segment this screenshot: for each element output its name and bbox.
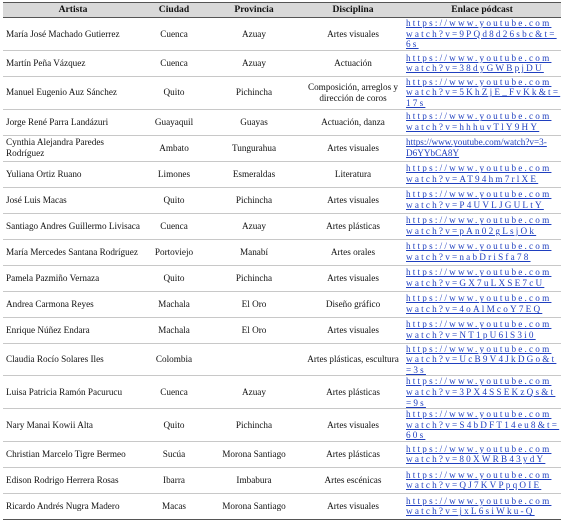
podcast-link-line-2: watch?v=80XWRB43ydY [406,454,546,465]
city: Quito [163,419,185,430]
podcast-link-cell [403,265,561,291]
artist-name-cell [3,187,143,213]
podcast-link[interactable] [406,189,561,210]
podcast-link-cell [403,343,561,376]
artists-table-container [3,2,561,520]
podcast-link-line-1: https://www.youtube.com [406,111,552,122]
table-row [3,265,561,291]
artist-name: Nary Manai Kowii Alta [6,419,94,430]
podcast-link-line-1: https://www.youtube.com [406,495,552,506]
artist-name-cell [3,18,143,51]
city: Ambato [159,142,189,153]
podcast-link-line-2: watch?v=9PQd8d26sbc&t=6s [406,28,557,50]
province: Guayas [240,116,268,127]
table-row [3,493,561,519]
podcast-link-line-1: https://www.youtube.com [406,52,552,63]
city: Limones [157,168,191,179]
city: Quito [163,87,185,98]
artist-name: María José Machado Gutierrez [6,28,120,39]
artist-name-cell [3,376,143,409]
artist-name: José Luis Macas [6,194,67,205]
discipline: Artes visuales [327,324,379,335]
podcast-link-line-2: watch?v=5KhZjE_FvKk&t=17s [406,87,561,108]
city-cell [143,409,205,442]
discipline-cell [303,135,403,161]
podcast-link-line-2: watch?v=3PX4SSEKzQs&t=9s [406,386,556,408]
province-cell [205,135,303,161]
podcast-link-line-2: watch?v=4oAlMcoY7EQ [406,304,543,315]
podcast-link-cell [403,467,561,493]
artist-name: Manuel Eugenio Auz Sánchez [6,87,117,98]
table-row [3,18,561,51]
artist-name-cell [3,239,143,265]
province: Morona Santiago [222,501,286,512]
discipline: Artes orales [330,246,376,257]
table-row [3,135,561,161]
table-row [3,50,561,76]
artist-name-cell [3,493,143,519]
podcast-link-line-2: D6YYbCA8Y [406,148,460,159]
artist-name: Jorge René Parra Landázuri [6,116,109,127]
discipline: Artes visuales [327,272,379,283]
discipline: Actuación [334,57,372,68]
province: Pichincha [235,194,273,205]
city: Ibarra [163,475,185,486]
artist-name-cell [3,135,143,161]
artist-name-cell [3,161,143,187]
podcast-link-line-2: watch?v=AT94hm7rlXE [406,174,539,185]
artist-name-cell [3,291,143,317]
province: Esmeraldas [232,168,276,179]
podcast-link-line-2: watch?v=hhhuvTlY9HY [406,122,540,133]
discipline-cell [303,409,403,442]
province-cell [205,18,303,51]
podcast-link[interactable] [406,267,561,288]
province: Azuay [242,386,266,397]
artist-name-cell [3,343,143,376]
table-body [3,18,561,520]
artist-name: Edison Rodrigo Herrera Rosas [6,475,119,486]
province-cell [205,265,303,291]
podcast-link-line-1: https://www.youtube.com [406,76,552,87]
province-cell [205,493,303,519]
podcast-link-line-2: watch?v=P4UVLJGULtY [406,200,544,211]
province: Tungurahua [231,142,277,153]
city: Colombia [155,354,193,365]
podcast-link-cell [403,161,561,187]
table-row [3,239,561,265]
discipline: Artes visuales [327,28,379,39]
discipline: Artes visuales [327,501,379,512]
artist-name-cell [3,213,143,239]
city-cell [143,317,205,343]
city: Portoviejo [154,246,194,257]
discipline-cell [303,265,403,291]
table-row [3,343,561,376]
podcast-link-cell [403,135,561,161]
discipline-cell [303,213,403,239]
podcast-link-cell [403,76,561,109]
city: Machala [158,324,190,335]
podcast-link-line-2: watch?v=QJ7KVPpqOIE [406,480,542,491]
podcast-link[interactable] [406,319,561,340]
province: Morona Santiago [222,449,286,460]
artist-name-cell [3,50,143,76]
province: Azuay [242,28,266,39]
header-artista: Artista [3,3,143,18]
city: Macas [162,501,186,512]
province: Pichincha [235,272,273,283]
city-cell [143,109,205,135]
podcast-link-line-2: watch?v=S4bDFT14eu8&t=60s [406,419,560,441]
discipline-cell [303,76,403,109]
province-cell [205,317,303,343]
podcast-link-cell [403,376,561,409]
discipline-cell [303,50,403,76]
city-cell [143,50,205,76]
artist-name-cell [3,409,143,442]
province: Azuay [242,220,266,231]
artist-name: Andrea Carmona Reyes [6,298,94,309]
province: Manabí [239,246,269,257]
province: El Oro [241,324,267,335]
podcast-link[interactable] [406,111,561,132]
podcast-link-cell [403,441,561,467]
artist-name-cell [3,467,143,493]
artist-name: Martín Peña Vázquez [6,57,86,68]
podcast-link-line-1: https://www.youtube.com [406,319,552,330]
discipline-cell [303,161,403,187]
province: Pichincha [235,419,273,430]
discipline-cell [303,467,403,493]
podcast-link[interactable] [406,53,561,74]
table-header [3,3,561,18]
podcast-link[interactable] [406,77,561,109]
podcast-link[interactable] [406,496,561,517]
discipline: Actuación, danza [321,116,385,127]
podcast-link[interactable] [406,409,561,441]
city: Cuenca [160,57,188,68]
province-cell [205,76,303,109]
podcast-link-line-1: https://www.youtube.com [406,469,552,480]
podcast-link-line-1: https://www.youtube.com [406,267,552,278]
city: Machala [158,298,190,309]
artist-name-cell [3,109,143,135]
table-row [3,213,561,239]
province-cell [205,409,303,442]
city-cell [143,161,205,187]
discipline: Diseño gráfico [325,298,381,309]
header-provincia: Provincia [205,3,303,18]
discipline-cell [303,376,403,409]
podcast-link-line-1: https://www.youtube.com [406,18,552,28]
city-cell [143,18,205,51]
discipline: Artes plásticas [326,449,380,460]
podcast-link[interactable] [406,344,561,376]
podcast-link[interactable] [406,137,561,158]
discipline: Artes plásticas, escultura [307,354,399,365]
city-cell [143,187,205,213]
city-cell [143,213,205,239]
artist-name-cell [3,265,143,291]
podcast-link-line-1: https://www.youtube.com [406,409,552,420]
artist-name-cell [3,441,143,467]
discipline-cell [303,317,403,343]
header-disciplina: Disciplina [303,3,403,18]
header-row [3,3,561,18]
podcast-link[interactable] [406,163,561,184]
podcast-link[interactable] [406,470,561,491]
province: El Oro [241,298,267,309]
table-row [3,467,561,493]
podcast-link-line-1: https://www.youtube.com/watch?v=3- [406,137,547,148]
discipline-cell [303,441,403,467]
podcast-link-line-2: watch?v=nabDriSfa78 [406,252,531,263]
discipline: Artes visuales [327,142,379,153]
artist-name: Santiago Andres Guillermo Livisaca [6,220,140,231]
city: Cuenca [160,220,188,231]
podcast-link-line-2: watch?v=jxL6siWku-Q [406,506,535,517]
artist-name-cell [3,76,143,109]
table-row [3,76,561,109]
discipline: Composición, arreglos y dirección de coros [307,82,399,103]
table-row [3,187,561,213]
podcast-link-line-2: watch?v=NT1pU6lS3i0 [406,330,536,341]
city-cell [143,493,205,519]
province-cell [205,187,303,213]
podcast-link-cell [403,18,561,51]
podcast-link-line-1: https://www.youtube.com [406,293,552,304]
province-cell [205,50,303,76]
discipline: Artes visuales [327,419,379,430]
artist-name: Christian Marcelo Tigre Bermeo [6,449,126,460]
discipline: Artes plásticas [326,220,380,231]
province-cell [205,467,303,493]
artist-name: Luisa Patricia Ramón Pacurucu [6,386,123,397]
city-cell [143,441,205,467]
city: Sucúa [162,449,186,460]
podcast-link-line-2: watch?v=38dyGWBpjDU [406,63,544,74]
city: Cuenca [160,386,188,397]
province-cell [205,213,303,239]
discipline: Literatura [334,168,372,179]
podcast-link-line-1: https://www.youtube.com [406,215,552,226]
discipline-cell [303,239,403,265]
table-row [3,109,561,135]
discipline: Artes escénicas [324,475,382,486]
podcast-link[interactable] [406,18,561,50]
podcast-link-cell [403,409,561,442]
city: Guayaquil [154,116,194,127]
artist-name-cell [3,317,143,343]
discipline: Artes plásticas [326,386,380,397]
podcast-link[interactable] [406,293,561,314]
province-cell [205,109,303,135]
province-cell [205,376,303,409]
province-cell [205,239,303,265]
table-row [3,441,561,467]
artist-name: Pamela Pazmiño Vernaza [6,272,100,283]
city-cell [143,265,205,291]
podcast-link[interactable] [406,215,561,236]
city-cell [143,467,205,493]
city: Quito [163,272,185,283]
artist-name: Yuliana Ortiz Ruano [6,168,82,179]
province-cell [205,343,303,376]
province-cell [205,161,303,187]
artists-table [3,2,561,520]
discipline-cell [303,187,403,213]
podcast-link-cell [403,187,561,213]
podcast-link-line-1: https://www.youtube.com [406,163,552,174]
podcast-link-line-1: https://www.youtube.com [406,343,552,354]
artist-name: Claudia Rocío Solares Iles [6,354,104,365]
header-ciudad: Ciudad [143,3,205,18]
podcast-link-line-1: https://www.youtube.com [406,443,552,454]
table-row [3,317,561,343]
artist-name: Ricardo Andrés Nugra Madero [6,501,120,512]
city-cell [143,291,205,317]
header-enlace: Enlace pódcast [403,3,561,18]
artist-name: María Mercedes Santana Rodríguez [6,246,138,257]
podcast-link-line-2: watch?v=GX7uLXSE7cU [406,278,545,289]
province: Imbabura [236,475,272,486]
artist-name: Enrique Núñez Endara [6,324,90,335]
city-cell [143,135,205,161]
podcast-link-cell [403,213,561,239]
table-row [3,376,561,409]
city-cell [143,76,205,109]
province-cell [205,441,303,467]
city: Quito [163,194,185,205]
province: Azuay [242,57,266,68]
podcast-link[interactable] [406,241,561,262]
discipline-cell [303,18,403,51]
discipline: Artes visuales [327,194,379,205]
discipline-cell [303,109,403,135]
artist-name: Cynthia Alejandra Paredes Rodríguez [6,137,104,159]
podcast-link-line-2: watch?v=pAn02gLsjOk [406,226,537,237]
podcast-link-cell [403,493,561,519]
podcast-link-line-2: watch?v=UcB9V4JkDGo&t=3s [406,354,557,375]
table-row [3,409,561,442]
city: Cuenca [160,28,188,39]
city-cell [143,376,205,409]
podcast-link-line-1: https://www.youtube.com [406,241,552,252]
city-cell [143,343,205,376]
podcast-link-cell [403,291,561,317]
discipline-cell [303,291,403,317]
podcast-link-line-1: https://www.youtube.com [406,376,552,387]
province-cell [205,291,303,317]
table-row [3,161,561,187]
podcast-link-cell [403,239,561,265]
podcast-link-cell [403,109,561,135]
discipline-cell [303,493,403,519]
discipline-cell [303,343,403,376]
table-row [3,291,561,317]
podcast-link[interactable] [406,444,561,465]
podcast-link-cell [403,317,561,343]
podcast-link[interactable] [406,376,561,408]
podcast-link-line-1: https://www.youtube.com [406,189,552,200]
city-cell [143,239,205,265]
podcast-link-cell [403,50,561,76]
province: Pichincha [235,87,273,98]
